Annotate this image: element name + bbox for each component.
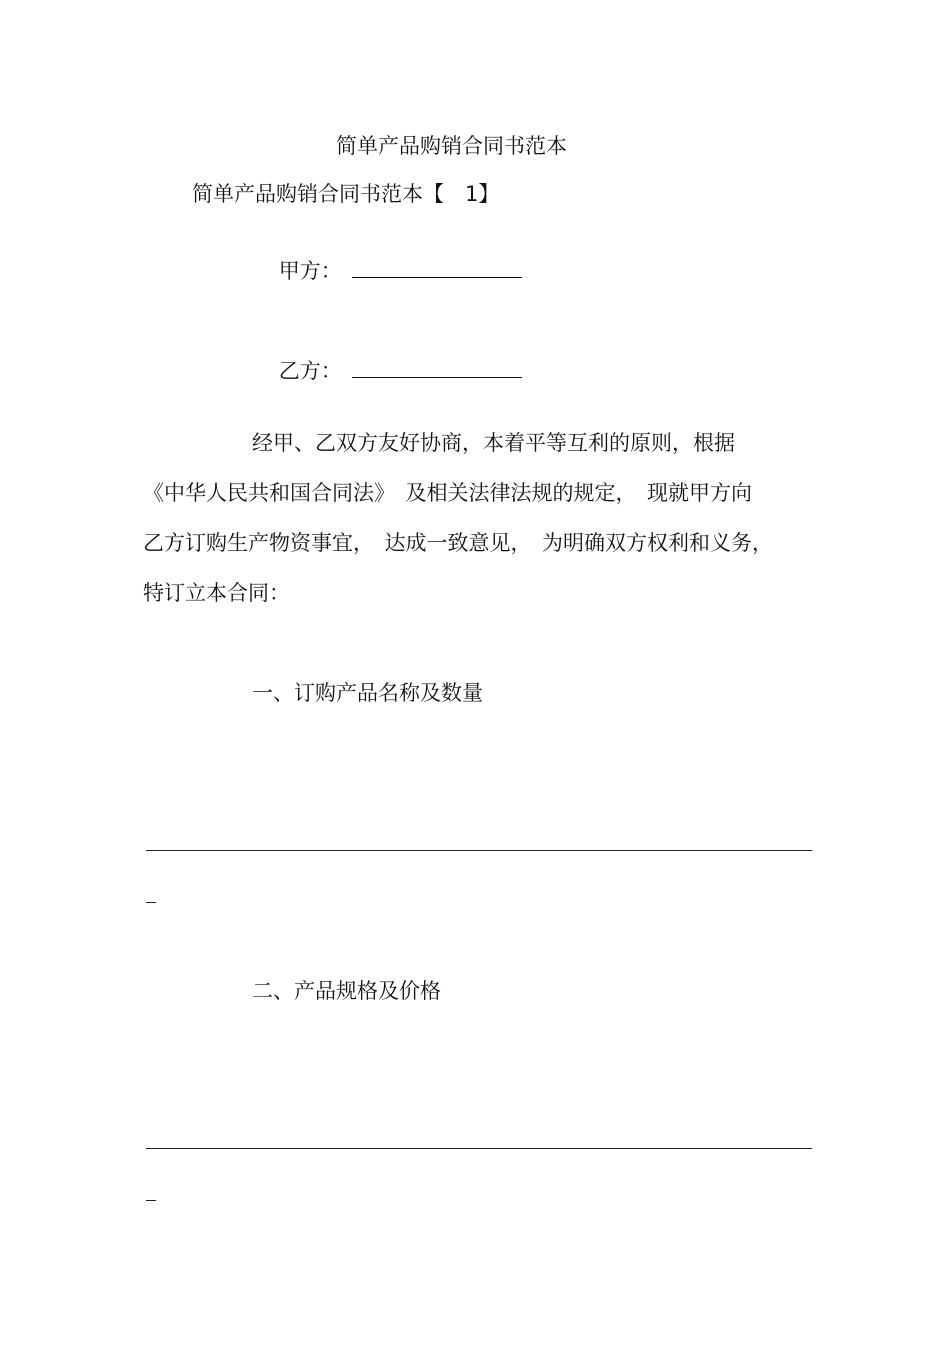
party-b-blank	[352, 357, 522, 378]
intro-line-2: 《中华人民共和国合同法》 及相关法律法规的规定， 现就甲方向	[143, 481, 752, 505]
intro-line-1: 经甲、乙双方友好协商，本着平等互利的原则，根据	[252, 431, 735, 455]
section-1-fill-line-end	[146, 902, 156, 903]
party-a-row	[252, 229, 522, 313]
document-subtitle: 简单产品购销合同书范本【 1】	[192, 182, 500, 206]
section-2-fill-line-end	[146, 1200, 156, 1201]
party-a-blank	[352, 257, 522, 278]
section-1-heading: 一、订购产品名称及数量	[252, 681, 483, 705]
section-2-heading: 二、产品规格及价格	[252, 979, 441, 1003]
intro-line-4: 特订立本合同：	[143, 581, 290, 605]
document-title: 简单产品购销合同书范本	[336, 134, 567, 158]
intro-line-3: 乙方订购生产物资事宜， 达成一致意见， 为明确双方权利和义务，	[143, 531, 773, 555]
party-b-label: 乙方：	[278, 359, 342, 383]
party-b-row	[252, 329, 522, 413]
section-2-fill-line	[146, 1148, 812, 1149]
section-1-fill-line	[146, 850, 812, 851]
party-a-label: 甲方：	[278, 259, 342, 283]
